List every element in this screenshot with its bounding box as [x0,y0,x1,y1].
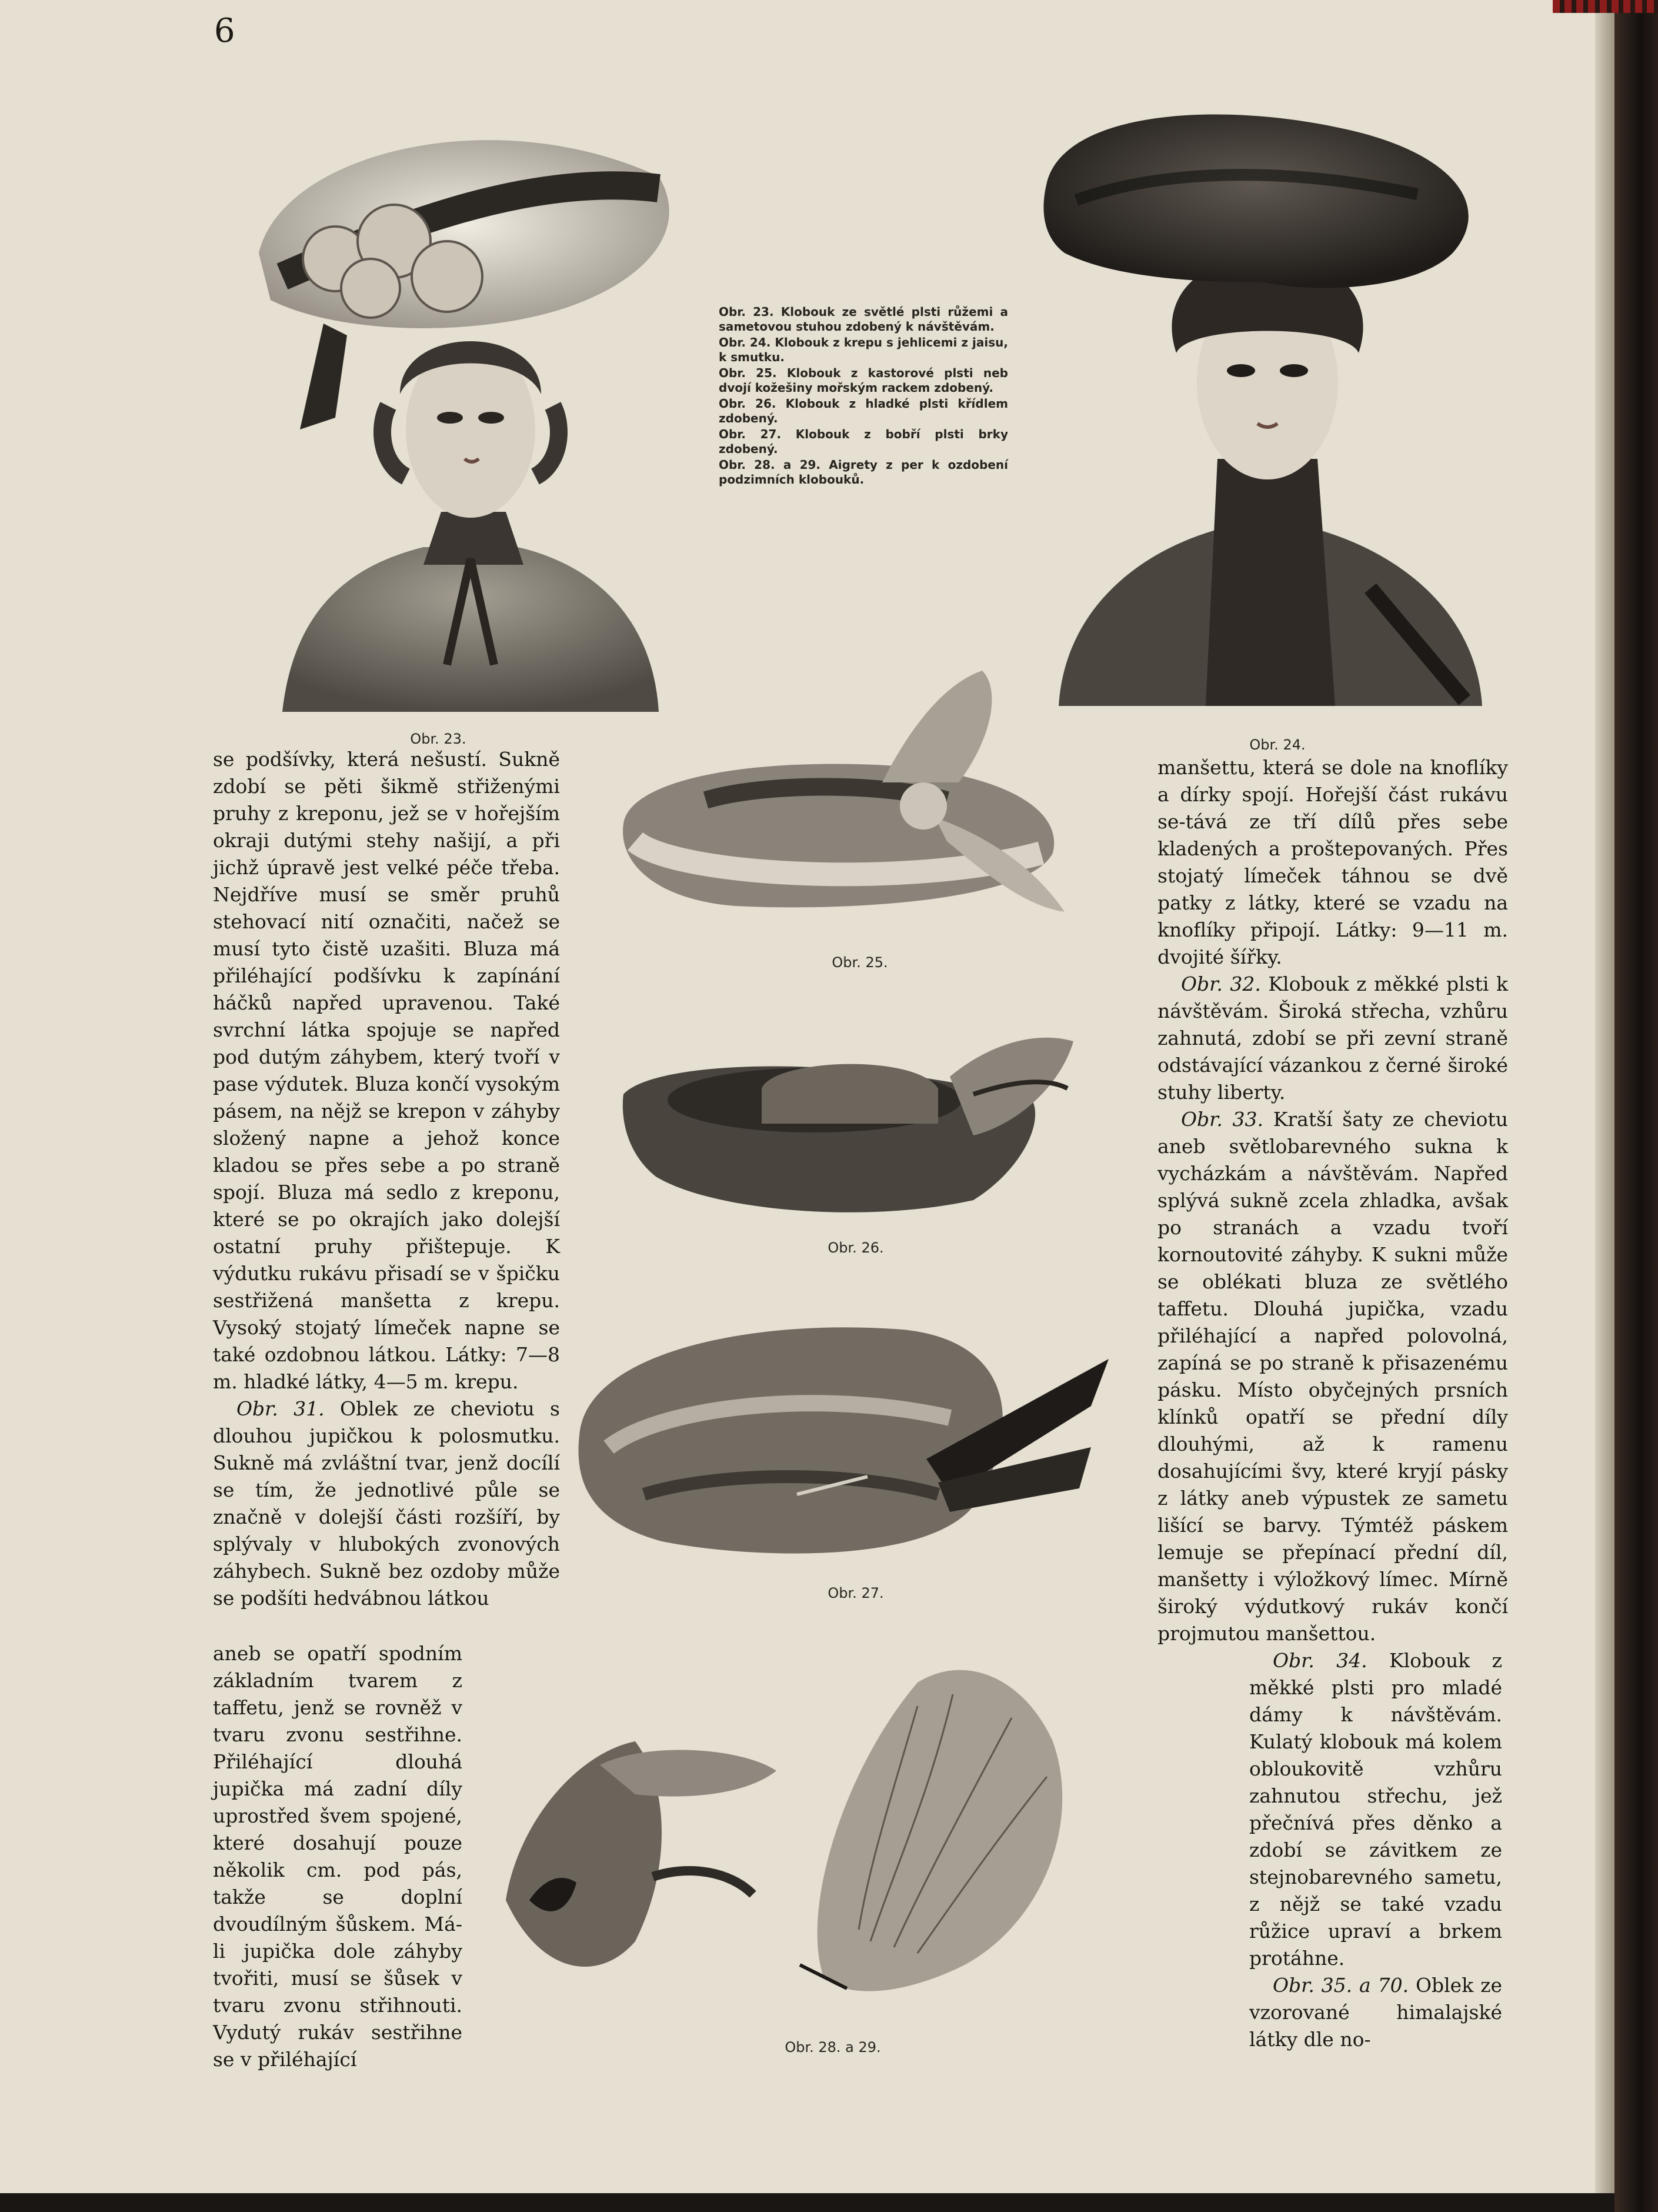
illustration-obr28-29 [494,1647,1094,2018]
caption-obr23: Obr. 23. [410,731,466,747]
caption-item: Obr. 23. Klobouk ze světlé plsti růžemi a sametovou stuhou zdobený k návštěvám. [719,305,1008,334]
page-edge [1595,0,1614,2193]
figure-ref: Obr. 35. a 70. [1273,1974,1409,1997]
figure-ref: Obr. 33. [1181,1108,1264,1131]
paragraph-text: Klobouk z měkké plsti pro mladé dámy k návštěvám. Kulatý klobouk má kolem obloukovitě vzhůru zahnutou střechu, jež přečnívá přes děnko a zdobí se závitkem ze stejnobarevného sametu, z nějž se také vzadu růžice upraví a brkem protáhne. [1249,1649,1502,1970]
right-column-text-narrow [1249,1647,1502,2053]
illustration-obr25 [618,665,1076,935]
paragraph: aneb se opatří spodním základním tvarem z taffetu, jenž se rovněž v tvaru zvonu sestřihne. Přiléhající dlouhá jupička má zadní díly uprostřed švem spojené, které dosahují pouze několik cm. pod pás, takže se doplní dvoudílným šůskem. Má-li jupička dole záhyby tvořiti, musí se šůsek v tvaru zvonu střihnouti. Vydutý rukáv sestřihne se v přiléhající [213,1642,462,2071]
right-column-text [1157,754,1508,1647]
woman-hat-roses-illustration [247,100,694,718]
beaver-hat-quills-illustration [573,1318,1115,1565]
paragraph-text: Oblek ze cheviotu s dlouhou jupičkou k polosmutku. Sukně má zvláštní tvar, jenž docílí se tím, že jednotlivé půle se značně v dolejší části rozšíří, by splývaly v hlubokých zvonových záhybech. Sukně bez ozdoby může se podšíti hedvábnou látkou [213,1397,560,1610]
illustration-obr24 [1041,106,1494,712]
woman-fur-hat-illustration [1041,106,1494,712]
paragraph [213,1395,560,1612]
fur-hat-gull-illustration [618,665,1076,935]
caption-item: Obr. 26. Klobouk z hladké plsti křídlem zdobený. [719,397,1008,425]
caption-obr24: Obr. 24. [1249,737,1306,753]
paragraph [1157,971,1508,1106]
caption-item: Obr. 24. Klobouk z krepu s jehlicemi z jaisu, k smutku. [719,335,1008,364]
paragraph [1157,1106,1508,1647]
caption-obr28-29: Obr. 28. a 29. [785,2039,881,2056]
illustration-obr27 [573,1318,1115,1565]
paragraph-text: Oblek ze vzorované himalajské látky dle no- [1249,1974,1502,2051]
left-column-text [213,746,560,1612]
caption-obr27: Obr. 27. [828,1585,884,1601]
felt-hat-wing-illustration [621,1024,1079,1224]
illustration-obr23 [247,100,694,718]
figure-caption-list [719,305,1008,488]
caption-item: Obr. 28. a 29. Aigrety z per k ozdobení podzimních klobouků. [719,458,1008,487]
illustration-obr26 [621,1024,1079,1224]
left-column-text-narrow [213,1640,462,2073]
caption-obr26: Obr. 26. [828,1240,884,1256]
page-number: 6 [214,12,235,50]
paragraph [1249,1647,1502,1972]
book-binding [1614,0,1658,2212]
caption-item: Obr. 25. Klobouk z kastorové plsti neb dvojí kožešiny mořským rackem zdobený. [719,366,1008,395]
caption-obr25: Obr. 25. [832,954,888,971]
paragraph-text: Klobouk z měkké plsti k návštěvám. Široká střecha, vzhůru zahnutá, zdobí se při zevní straně odstávající vázankou z černé široké stuhy liberty. [1157,972,1508,1104]
figure-ref: Obr. 32. [1181,972,1261,995]
binding-edge-stripe [1553,0,1658,13]
paragraph [1249,1972,1502,2053]
paragraph-text: Kratší šaty ze cheviotu aneb světlobarevného sukna k vycházkám a návštěvám. Napřed splývá sukně zcela zhladka, avšak po stranách a vzadu tvoří kornoutovité záhyby. K sukni může se oblékati bluza ze světlého taffetu. Dlouhá jupička, vzadu přiléhající a napřed polovolná, zapíná se po straně k přisazenému pásku. Místo obyčejných prsních klínků opatří se přední díly dlouhými, až k ramenu dosahujícími švy, které kryjí pásky z látky aneb výpustek ze sametu lišící se barvy. Týmtéž páskem lemuje se přepínací přední díl, manšetty i výložkový límec. Mírně široký výdutkový rukáv končí projmutou manšettou. [1157,1108,1508,1645]
figure-ref: Obr. 31. [236,1397,325,1420]
figure-ref: Obr. 34. [1273,1649,1367,1672]
caption-item: Obr. 27. Klobouk z bobří plsti brky zdobený. [719,427,1008,456]
paragraph: se podšívky, která nešustí. Sukně zdobí se pěti šikmě střiženými pruhy z kreponu, jež se v hořejším okraji dutými stehy našijí, a při jichž úpravě jest velké péče třeba. Nejdříve musí se směr pruhů stehovací nití označiti, načež se musí tyto čistě uzašiti. Bluza má přiléhající podšívku k zapínání háčků napřed upravenou. Také svrchní látka spojuje se napřed pod dutým záhybem, který tvoří v pase výdutek. Bluza končí vysokým pásem, na nějž se krepon v záhyby složený napne a jehož konce kladou se přes sebe a po straně spojí. Bluza má sedlo z kreponu, které se po okrajích jako dolejší ostatní pruhy přištepuje. K výdutku rukávu přisadí se v špičku sestřižená manšetta z krepu. Vysoký stojatý límeček napne se také ozdobnou látkou. Látky: 7—8 m. hladké látky, 4—5 m. krepu. [213,748,560,1393]
paragraph: manšettu, která se dole na knoflíky a dírky spojí. Hořejší část rukávu se-tává ze tří dílů přes sebe kladených a proštepovaných. Přes stojatý límeček táhnou se dvě patky z látky, které se vzadu na knoflíky připojí. Látky: 9—11 m. dvojité šířky. [1157,756,1508,968]
bird-feather-aigrettes-illustration [494,1647,1094,2018]
